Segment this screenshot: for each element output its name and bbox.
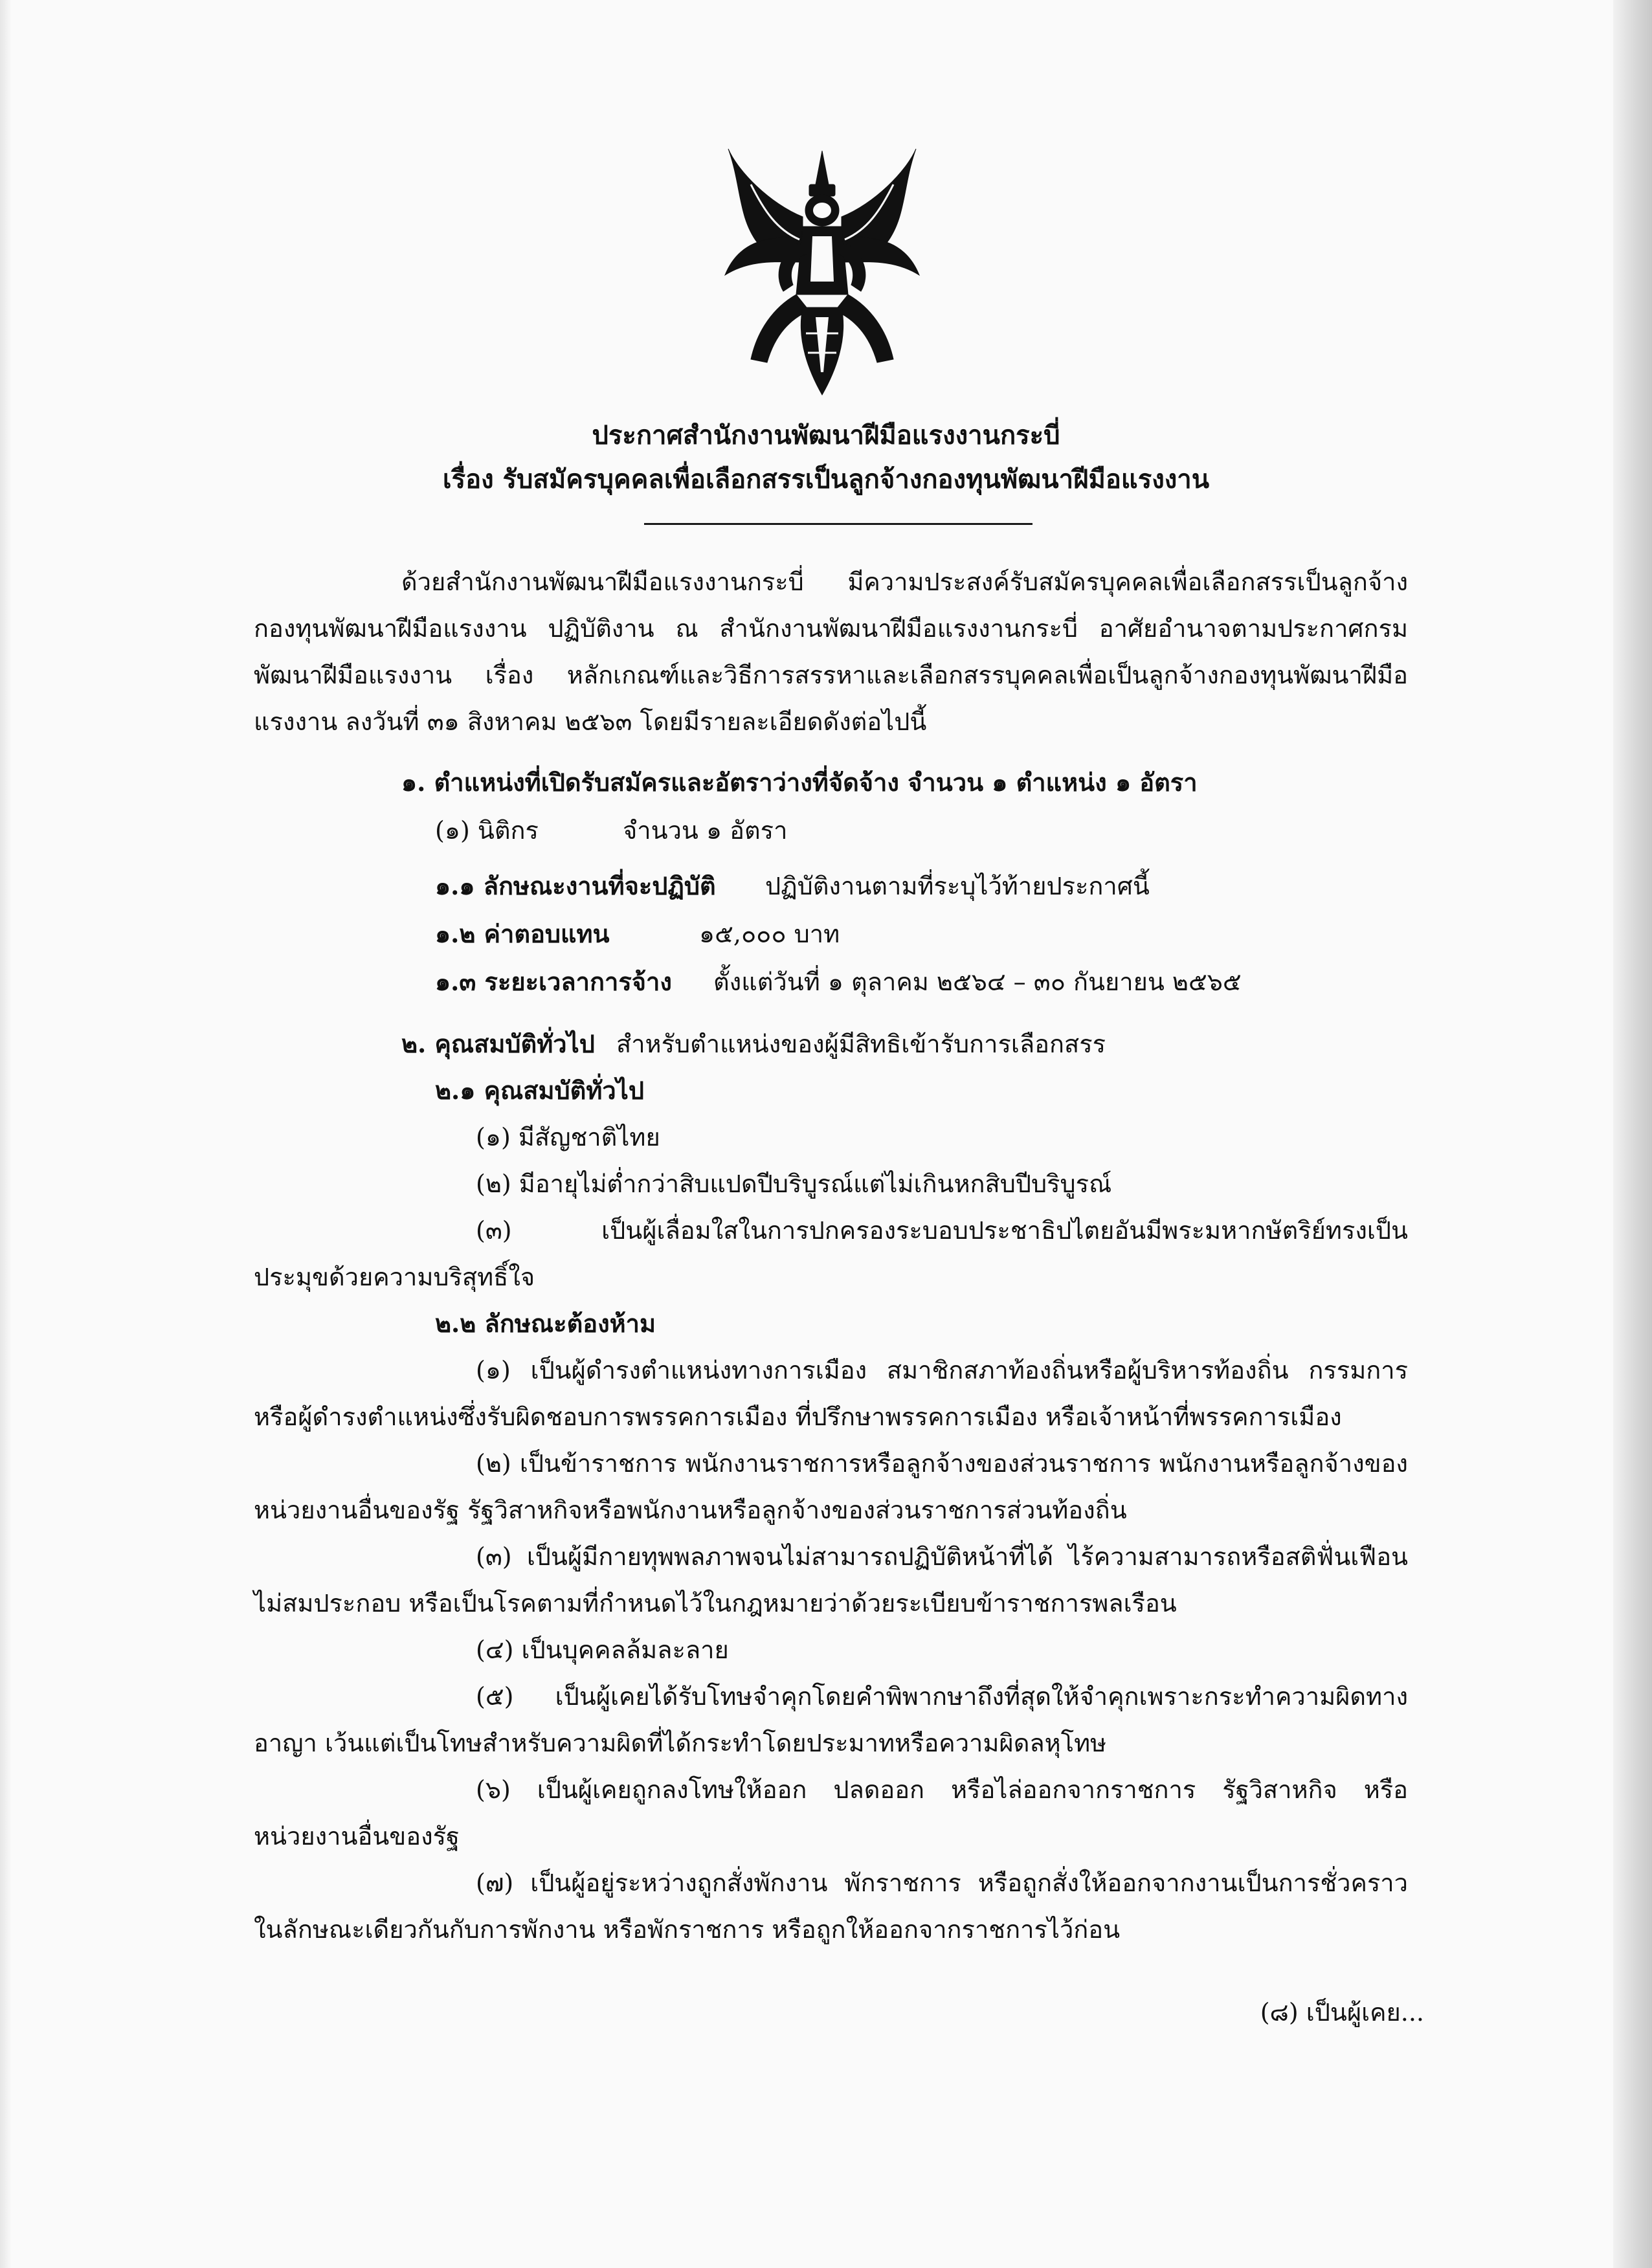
item-1-1-text: ปฏิบัติงานตามที่ระบุไว้ท้ายประกาศนี้: [765, 872, 1150, 900]
prohibition-5-line-2: อาญา เว้นแต่เป็นโทษสำหรับความผิดที่ได้กระทำโดยประมาทหรือความผิดลหุโทษ: [254, 1729, 1107, 1757]
section-1-heading: ๑. ตำแหน่งที่เปิดรับสมัครและอัตราว่างที่จัดจ้าง จำนวน ๑ ตำแหน่ง ๑ อัตรา: [401, 768, 1198, 797]
scan-edge-right: [1613, 0, 1652, 2268]
page-continuation: (๘) เป็นผู้เคย...: [1260, 1998, 1424, 2027]
item-1-2-text: ๑๕,๐๐๐ บาท: [699, 920, 840, 948]
section-2-heading-label: ๒. คุณสมบัติทั่วไป: [401, 1029, 595, 1058]
prohibition-1-line-2: หรือผู้ดำรงตำแหน่งซึ่งรับผิดชอบการพรรคการเมือง ที่ปรึกษาพรรคการเมือง หรือเจ้าหน้าที่พรรคการเมือง: [254, 1403, 1342, 1431]
prohibition-7-line-2: ในลักษณะเดียวกันกับการพักงาน หรือพักราชการ หรือถูกให้ออกจากราชการไว้ก่อน: [254, 1915, 1121, 1944]
qualification-2: (๒) มีอายุไม่ต่ำกว่าสิบแปดปีบริบูรณ์แต่ไม่เกินหกสิบปีบริบูรณ์: [476, 1170, 1112, 1198]
prohibition-7-line-1: (๗) เป็นผู้อยู่ระหว่างถูกสั่งพักงาน พักราชการ หรือถูกสั่งให้ออกจากงานเป็นการชั่วคราว: [476, 1869, 1408, 1897]
position-count: จำนวน ๑ อัตรา: [623, 816, 788, 845]
prohibition-5-line-1: (๕) เป็นผู้เคยได้รับโทษจำคุกโดยคำพิพากษาถึงที่สุดให้จำคุกเพราะกระทำความผิดทาง: [476, 1682, 1408, 1711]
scan-edge-left: [0, 0, 12, 2268]
prohibition-1-line-1: (๑) เป็นผู้ดำรงตำแหน่งทางการเมือง สมาชิกสภาท้องถิ่นหรือผู้บริหารท้องถิ่น กรรมการ: [476, 1356, 1408, 1384]
announcement-subject: เรื่อง รับสมัครบุคคลเพื่อเลือกสรรเป็นลูกจ้างกองทุนพัฒนาฝีมือแรงงาน: [442, 464, 1210, 495]
prohibition-2-line-1: (๒) เป็นข้าราชการ พนักงานราชการหรือลูกจ้างของส่วนราชการ พนักงานหรือลูกจ้างของ: [476, 1449, 1408, 1478]
item-1-3-label: ๑.๓ ระยะเวลาการจ้าง: [435, 967, 672, 996]
garuda-emblem-icon: [712, 146, 932, 398]
item-1-1-label: ๑.๑ ลักษณะงานที่จะปฏิบัติ: [435, 871, 716, 900]
section-2-heading-text: สำหรับตำแหน่งของผู้มีสิทธิเข้ารับการเลือกสรร: [616, 1030, 1106, 1058]
qualification-3-line-2: ประมุขด้วยความบริสุทธิ์ใจ: [254, 1263, 535, 1291]
item-1-3-text: ตั้งแต่วันที่ ๑ ตุลาคม ๒๕๖๔ – ๓๐ กันยายน ๒๕๖๕: [713, 968, 1242, 996]
qualification-3-line-1: (๓) เป็นผู้เลื่อมใสในการปกครองระบอบประชาธิปไตยอันมีพระมหากษัตริย์ทรงเป็น: [476, 1216, 1408, 1245]
intro-line-2: กองทุนพัฒนาฝีมือแรงงาน ปฏิบัติงาน ณ สำนักงานพัฒนาฝีมือแรงงานกระบี่ อาศัยอำนาจตามประกาศกรม: [254, 614, 1408, 643]
section-2-1-heading: ๒.๑ คุณสมบัติทั่วไป: [435, 1076, 644, 1105]
section-2-2-heading: ๒.๒ ลักษณะต้องห้าม: [435, 1309, 656, 1338]
prohibition-2-line-2: หน่วยงานอื่นของรัฐ รัฐวิสาหกิจหรือพนักงานหรือลูกจ้างของส่วนราชการส่วนท้องถิ่น: [254, 1496, 1127, 1524]
prohibition-3-line-2: ไม่สมประกอบ หรือเป็นโรคตามที่กำหนดไว้ในกฎหมายว่าด้วยระเบียบข้าราชการพลเรือน: [254, 1589, 1177, 1618]
intro-line-4: แรงงาน ลงวันที่ ๓๑ สิงหาคม ๒๕๖๓ โดยมีรายละเอียดดังต่อไปนี้: [254, 707, 927, 736]
intro-line-1: ด้วยสำนักงานพัฒนาฝีมือแรงงานกระบี่ มีความประสงค์รับสมัครบุคคลเพื่อเลือกสรรเป็นลูกจ้าง: [401, 568, 1408, 596]
prohibition-4: (๔) เป็นบุคคลล้มละลาย: [476, 1636, 729, 1664]
intro-line-3: พัฒนาฝีมือแรงงาน เรื่อง หลักเกณฑ์และวิธีการสรรหาและเลือกสรรบุคคลเพื่อเป็นลูกจ้างกองทุนพัฒนาฝีมือ: [254, 661, 1408, 689]
qualification-1: (๑) มีสัญชาติไทย: [476, 1123, 660, 1151]
title-divider: [644, 523, 1032, 525]
item-1-2-label: ๑.๒ ค่าตอบแทน: [435, 919, 610, 948]
position-label: (๑) นิติกร: [435, 816, 539, 845]
prohibition-3-line-1: (๓) เป็นผู้มีกายทุพพลภาพจนไม่สามารถปฏิบัติหน้าที่ได้ ไร้ความสามารถหรือสติฟั่นเฟือน: [476, 1542, 1408, 1571]
prohibition-6-line-1: (๖) เป็นผู้เคยถูกลงโทษให้ออก ปลดออก หรือไล่ออกจากราชการ รัฐวิสาหกิจ หรือ: [476, 1775, 1408, 1804]
announcement-title: ประกาศสำนักงานพัฒนาฝีมือแรงงานกระบี่: [592, 420, 1060, 450]
prohibition-6-line-2: หน่วยงานอื่นของรัฐ: [254, 1822, 460, 1851]
